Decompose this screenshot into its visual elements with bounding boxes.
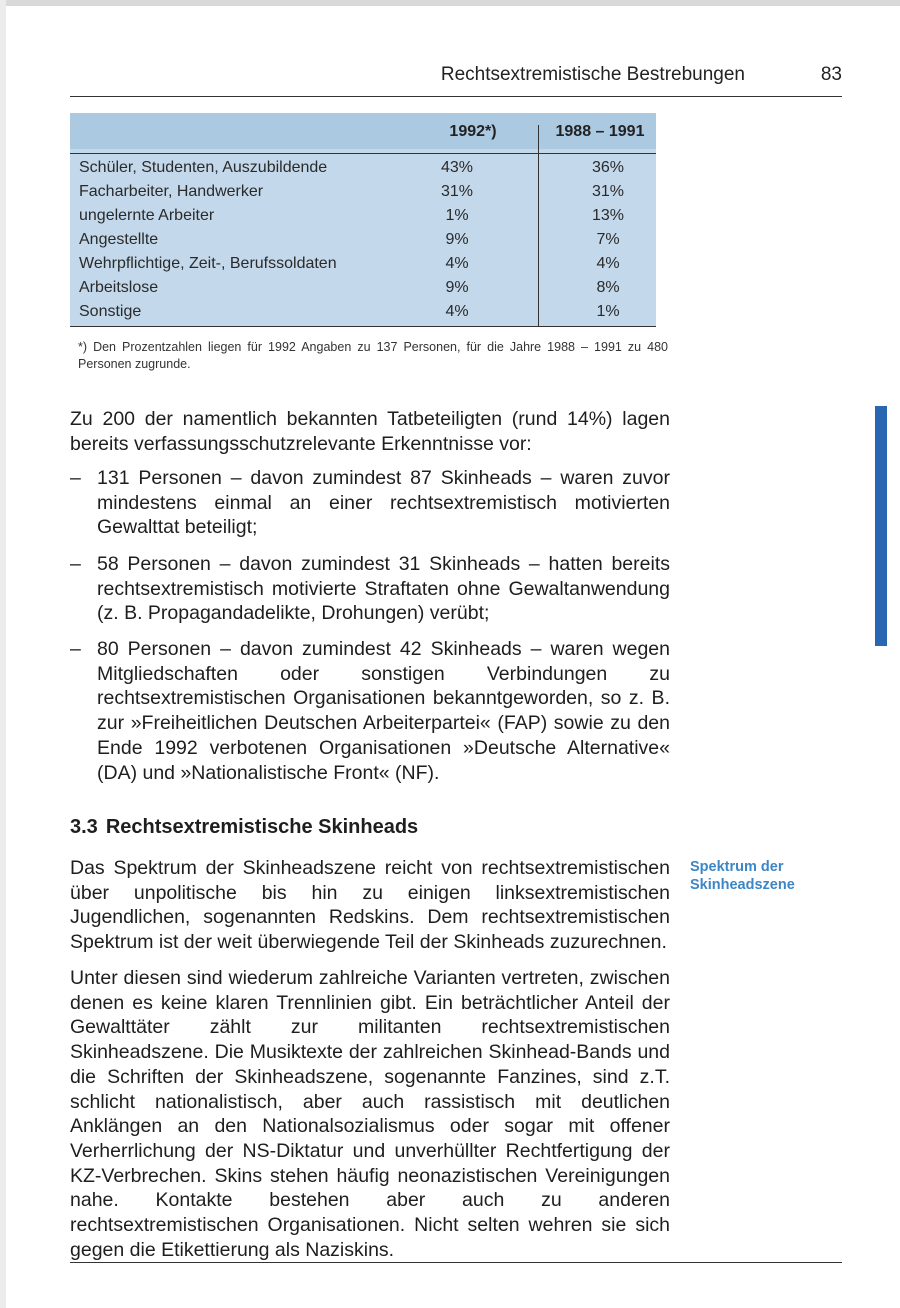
table-footnote: *) Den Prozentzahlen liegen für 1992 Angaben zu 137 Personen, für die Jahre 1988 – 1991 zu 480 Personen zugrunde.: [78, 340, 668, 371]
header-rule: [70, 96, 842, 97]
value-1988-1991: 8%: [596, 279, 620, 296]
value-1988-1991: 36%: [591, 159, 625, 176]
margin-note: Spektrum der Skinheadszene: [690, 859, 795, 893]
page-number: 83: [820, 64, 842, 85]
table-row: [70, 207, 656, 231]
value-1992: 1%: [445, 207, 469, 224]
value-1988-1991: 7%: [596, 231, 620, 248]
table-row: [70, 183, 656, 207]
table-bottom-rule: [70, 326, 656, 327]
value-1992: 9%: [445, 279, 469, 296]
statistics-table: [70, 113, 656, 327]
value-1992: 31%: [440, 183, 474, 200]
row-label: Sonstige: [79, 303, 142, 320]
list-item-text: 58 Personen – davon zumindest 31 Skinheads – hatten bereits rechtsextremistisch motivierte Straftaten ohne Gewaltanwendung (z. B. Propagandadelikte, Drohungen) verübt;: [97, 553, 670, 625]
row-label: Angestellte: [79, 231, 159, 248]
row-label: Facharbeiter, Handwerker: [79, 183, 264, 200]
running-title: Rechtsextremistische Bestrebungen: [440, 64, 745, 85]
section-title: Rechtsextremistische Skinheads: [105, 816, 419, 838]
list-dash: –: [70, 638, 81, 660]
value-1992: 4%: [445, 255, 469, 272]
value-1988-1991: 1%: [596, 303, 620, 320]
row-label: Wehrpflichtige, Zeit-, Berufssoldaten: [79, 255, 337, 272]
footer-rule: [70, 1262, 842, 1263]
table-row: [70, 303, 656, 327]
table-header-rule: [70, 153, 656, 154]
table-row: [70, 279, 656, 303]
list-item-text: 131 Personen – davon zumindest 87 Skinheads – waren zuvor mindestens einmal an einer rechtsextremistisch motivierten Gewalttat beteiligt;: [97, 467, 670, 539]
section-number: 3.3: [70, 816, 98, 838]
list-item-text: 80 Personen – davon zumindest 42 Skinheads – waren wegen Mitgliedschaften oder sonstigen Verbindungen zu rechtsextremistischen Organisationen bekanntgeworden, so z. B. zur »Freiheitlichen Deutschen Arbeiterpartei« (FAP) sowie zu den Ende 1992 verbotenen Organisationen »Deutsche Alternative« (DA) und »Nationalistische Front« (NF).: [97, 638, 670, 784]
list-dash: –: [70, 467, 81, 489]
table-row: [70, 231, 656, 255]
paragraph-spectrum: Das Spektrum der Skinheadszene reicht von rechtsextremistischen über unpolitische bis hin zu einigen linksextremistischen Jugendlichen, sogenannten Redskins. Dem rechtsextremistischen Spektrum ist der weit überwiegende Teil der Skinheads zuzurechnen.: [70, 857, 670, 954]
row-label: ungelernte Arbeiter: [79, 207, 215, 224]
value-1992: 4%: [445, 303, 469, 320]
intro-paragraph: Zu 200 der namentlich bekannten Tatbeteiligten (rund 14%) lagen bereits verfassungsschutzrelevante Erkenntnisse vor:: [70, 408, 670, 455]
paragraph-variants: Unter diesen sind wiederum zahlreiche Varianten vertreten, zwischen denen es keine klaren Trennlinien gibt. Ein beträchtlicher Anteil der Gewalttäter zählt zur militanten rechtsextremistischen Skinheadszene. Die Musiktexte der zahlreichen Skinhead-Bands und die Schriften der Skinheadszene, sogenannte Fanzines, sind z.T. schlicht nationalistisch, aber auch rassistisch mit deutlichen Anklängen an den Nationalsozialismus oder sogar mit offener Verherrlichung der NS-Diktatur und unverhüllter Rechtfertigung der KZ-Verbrechen. Skins stehen häufig neonazistischen Vereinigungen nahe. Kontakte bestehen aber auch zu anderen rechtsextremistischen Organisationen. Nicht selten wehren sie sich gegen die Etikettierung als Naziskins.: [70, 967, 670, 1261]
section-heading: [70, 816, 418, 839]
value-1988-1991: 4%: [596, 255, 620, 272]
running-head: [70, 62, 842, 88]
chapter-marker-bar: [875, 406, 887, 646]
value-1988-1991: 31%: [591, 183, 625, 200]
scan-edge-left: [0, 0, 6, 1308]
value-1992: 43%: [440, 159, 474, 176]
value-1988-1991: 13%: [591, 207, 625, 224]
row-label: Arbeitslose: [79, 279, 159, 296]
column-header-1988-1991: 1988 – 1991: [555, 123, 645, 140]
table-row: [70, 255, 656, 279]
value-1992: 9%: [445, 231, 469, 248]
row-label: Schüler, Studenten, Auszubildende: [79, 159, 328, 176]
column-header-1992: 1992*): [449, 123, 497, 140]
table-row: [70, 159, 656, 183]
list-dash: –: [70, 553, 81, 575]
scan-edge-top: [0, 0, 900, 6]
